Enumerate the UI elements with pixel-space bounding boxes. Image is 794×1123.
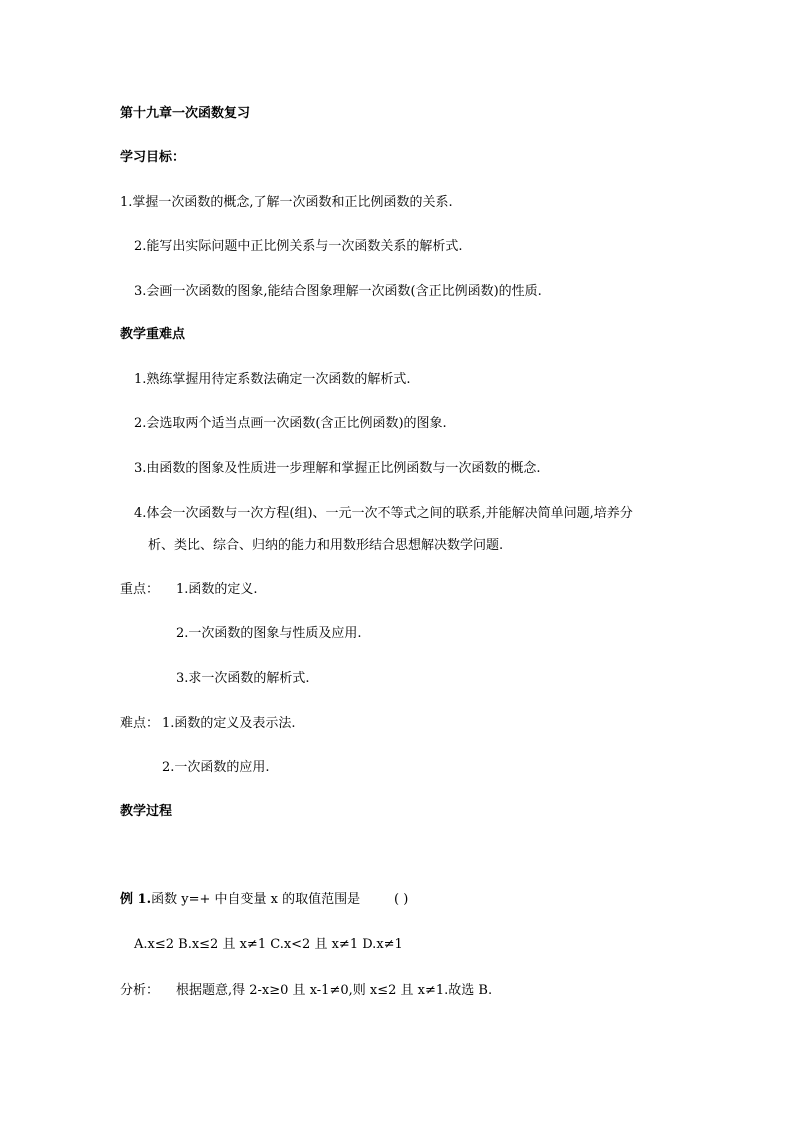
difficult-point-item: 2.一次函数的应用. [162,760,270,775]
process-heading: 教学过程 [120,804,173,819]
example-label: 例 1. [120,892,152,907]
key-point-item: 2.一次函数的图象与性质及应用. [176,626,362,641]
difficult-points-label: 难点： [120,716,160,731]
key-difficult-item: 1.熟练掌握用待定系数法确定一次函数的解析式. [134,372,411,387]
key-difficult-heading: 教学重难点 [120,327,186,342]
example-options: A.x≤2 B.x≤2 且 x≠1 C.x<2 且 x≠1 D.x≠1 [134,937,403,952]
key-points-label: 重点： [120,582,160,597]
objectives-heading: 学习目标： [120,150,186,165]
key-point-item: 3.求一次函数的解析式. [176,671,310,686]
key-difficult-item: 2.会选取两个适当点画一次函数(含正比例函数)的图象. [134,416,447,431]
key-difficult-item-continued: 析、类比、综合、归纳的能力和用数形结合思想解决数学问题. [148,538,504,553]
objective-item: 1.掌握一次函数的概念,了解一次函数和正比例函数的关系. [120,195,453,210]
objective-item: 3.会画一次函数的图象,能结合图象理解一次函数(含正比例函数)的性质. [134,284,542,299]
example-question [120,892,360,908]
key-difficult-item: 3.由函数的图象及性质进一步理解和掌握正比例函数与一次函数的概念. [134,461,541,476]
key-point-item: 1.函数的定义. [176,582,258,597]
answer-blank: ( ) [394,892,409,907]
key-difficult-item: 4.体会一次函数与一次方程(组)、一元一次不等式之间的联系,并能解决简单问题,培养分 [134,506,633,521]
difficult-point-item: 1.函数的定义及表示法. [162,716,296,731]
objective-item: 2.能写出实际问题中正比例关系与一次函数关系的解析式. [134,239,463,254]
page-title: 第十九章一次函数复习 [120,106,251,121]
example-question-text: 函数 y=+ 中自变量 x 的取值范围是 [151,892,361,907]
analysis-label: 分析： [120,983,160,998]
analysis-text: 根据题意,得 2-x≥0 且 x-1≠0,则 x≤2 且 x≠1.故选 B. [176,983,493,998]
